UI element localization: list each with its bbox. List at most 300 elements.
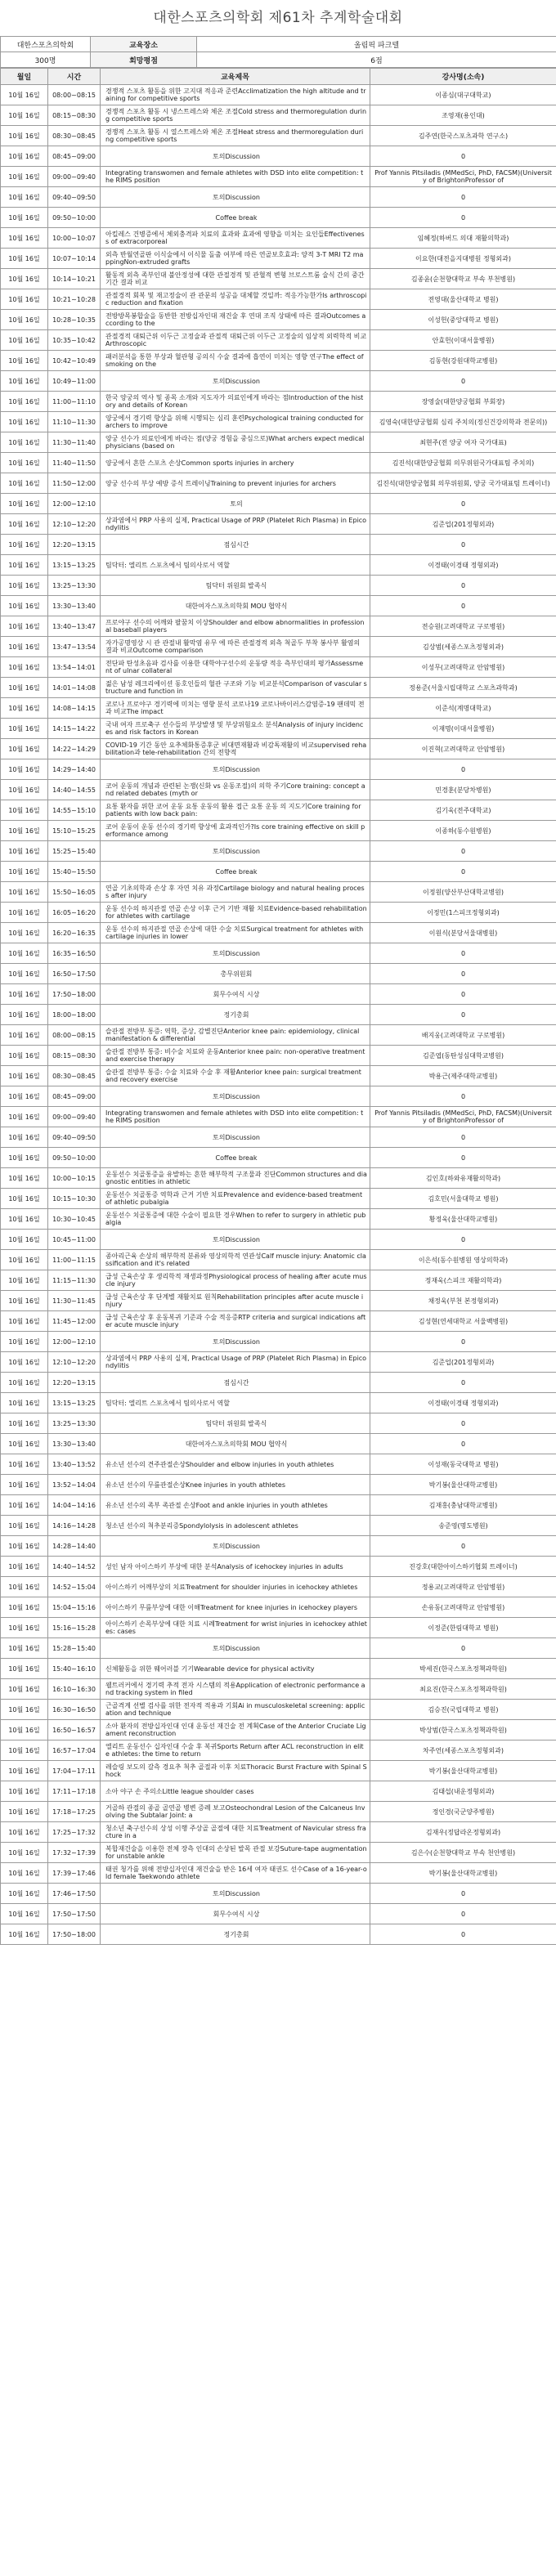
session-date: 10월 16일 [1, 1373, 48, 1393]
session-speaker: 이정원(양산부산대학교병원) [370, 882, 556, 903]
table-row [1, 1577, 556, 1597]
session-speaker: 김진석(대한양궁협회 의무위원국가대표팀 주치의) [370, 453, 556, 473]
session-speaker: 김동현(강원대학교병원) [370, 351, 556, 371]
session-title: 양궁 선수의 부상 예방 증식 트레이닝Training to prevent injuries for archers [101, 473, 370, 494]
session-title: 청소년 선수의 척추분리증Spondylolysis in adolescent athletes [101, 1516, 370, 1536]
session-speaker: 김기욱(전주대학교) [370, 800, 556, 821]
session-title: 운동 선수의 하지관절 연골 손상에 대한 수술 치료Surgical treatment for athletes with cartilage injuries in lower [101, 923, 370, 943]
table-row [1, 1250, 556, 1270]
session-speaker: 0 [370, 1884, 556, 1904]
session-speaker: 장영술(대한양궁협회 부회장) [370, 392, 556, 412]
session-title: Integrating transwomen and female athletes with DSD into elite competition: the RIMS position [101, 1107, 370, 1127]
info-row-capacity [1, 52, 556, 68]
table-row [1, 678, 556, 698]
session-date: 10월 16일 [1, 678, 48, 698]
session-time: 14:29~14:40 [48, 759, 101, 780]
session-time: 15:28~15:40 [48, 1638, 101, 1659]
table-row [1, 576, 556, 596]
session-date: 10월 16일 [1, 964, 48, 984]
table-row [1, 719, 556, 739]
session-title: 활동적 외측 족부인대 불안정성에 대한 관절경적 및 관혈적 변형 브로스트룸 술식 간의 중간 기간 결과 비교 [101, 269, 370, 289]
table-row [1, 1557, 556, 1577]
session-date: 10월 16일 [1, 351, 48, 371]
header-time: 시간 [48, 69, 101, 85]
session-date: 10월 16일 [1, 759, 48, 780]
session-date: 10월 16일 [1, 249, 48, 269]
session-title: 패러분석을 통한 부상과 혈관형 공의식 수술 결과에 흡연이 미치는 영향 연구The effect of smoking on the [101, 351, 370, 371]
session-time: 13:54~14:01 [48, 657, 101, 678]
session-speaker: 김재홍(충남대학교병원) [370, 1495, 556, 1516]
session-title: 태권 청가를 위해 전방십자인대 재건술을 받은 16세 여자 태권도 선수Case of a 16-year-old female Taekwondo athlete [101, 1863, 370, 1884]
table-row [1, 208, 556, 228]
session-title: 토의Discussion [101, 187, 370, 208]
session-title: 슬관절 전방부 통증: 수술 치료와 수술 후 재활Anterior knee pain: surgical treatment and recovery exercise [101, 1066, 370, 1086]
session-title: 요통 환자를 위한 코어 운동 요통 운동의 활용 접근 요통 운동 의 지도기Core training for patients with low back pain: [101, 800, 370, 821]
session-title: 토의Discussion [101, 1536, 370, 1557]
table-row [1, 453, 556, 473]
session-time: 10:00~10:15 [48, 1168, 101, 1189]
session-speaker: 0 [370, 596, 556, 616]
session-date: 10월 16일 [1, 1005, 48, 1025]
session-date: 10월 16일 [1, 1597, 48, 1618]
session-title: 회무수여식 시상 [101, 984, 370, 1005]
session-time: 13:40~13:52 [48, 1454, 101, 1475]
table-row [1, 903, 556, 923]
session-title: 아킬레스 건병증에서 체외충격파 치료의 효과와 효과에 영향을 미치는 요인들Effectiveness of extracorporeal [101, 228, 370, 249]
session-date: 10월 16일 [1, 1393, 48, 1413]
session-speaker: 채정욱(부천 본정형외과) [370, 1291, 556, 1311]
session-speaker: 전승원(고려대학교 구로병원) [370, 616, 556, 637]
table-row [1, 1638, 556, 1659]
session-title: 유소년 선수의 견주관절손상Shoulder and elbow injuries in youth athletes [101, 1454, 370, 1475]
table-row [1, 882, 556, 903]
table-row [1, 228, 556, 249]
table-row [1, 1802, 556, 1822]
table-row [1, 1332, 556, 1352]
session-date: 10월 16일 [1, 698, 48, 719]
session-date: 10월 16일 [1, 1638, 48, 1659]
session-title: 성인 남자 아이스하키 부상에 대한 분석Analysis of icehockey injuries in adults [101, 1557, 370, 1577]
session-title: 종아리근육 손상의 해부학적 분류와 영상의학적 연관성Calf muscle injury: Anatomic classification and it's related [101, 1250, 370, 1270]
session-speaker: 김은수(순천향대학교 부속 천안병원) [370, 1843, 556, 1863]
session-time: 11:30~11:40 [48, 432, 101, 453]
session-date: 10월 16일 [1, 269, 48, 289]
session-time: 11:40~11:50 [48, 453, 101, 473]
session-date: 10월 16일 [1, 1209, 48, 1230]
session-time: 16:50~16:57 [48, 1720, 101, 1740]
table-row [1, 1597, 556, 1618]
session-title: 신체활동을 위한 웨어러블 기기Wearable device for physical activity [101, 1659, 370, 1679]
session-date: 10월 16일 [1, 1618, 48, 1638]
session-title: 점심시간 [101, 535, 370, 555]
table-row [1, 739, 556, 759]
session-date: 10월 16일 [1, 1720, 48, 1740]
table-row [1, 1475, 556, 1495]
session-date: 10월 16일 [1, 780, 48, 800]
table-row [1, 392, 556, 412]
session-time: 15:50~16:05 [48, 882, 101, 903]
session-date: 10월 16일 [1, 1516, 48, 1536]
session-title: COVID-19 기간 동안 요추체화통증후군 비대면재활과 비감독재활의 비교supervised rehabilitation과 tele-rehabilitation 간의 전향적 [101, 739, 370, 759]
session-date: 10월 16일 [1, 1700, 48, 1720]
table-row [1, 432, 556, 453]
session-time: 15:16~15:28 [48, 1618, 101, 1638]
info-table [0, 36, 556, 68]
session-title: 토의Discussion [101, 1230, 370, 1250]
session-speaker: 이은석(동수원병원 영상의학과) [370, 1250, 556, 1270]
session-title: 토의Discussion [101, 1638, 370, 1659]
session-date: 10월 16일 [1, 1475, 48, 1495]
session-date: 10월 16일 [1, 1107, 48, 1127]
table-row [1, 249, 556, 269]
schedule-header-row [1, 69, 556, 85]
session-speaker: 배지웅(고려대학교 구로병원) [370, 1025, 556, 1046]
session-time: 13:25~13:30 [48, 1413, 101, 1434]
session-speaker: 박세진(한국스포츠정책과학원) [370, 1659, 556, 1679]
session-time: 10:07~10:14 [48, 249, 101, 269]
session-title: 관절경적 회복 및 재고정술이 관 관문의 성공을 대체할 것일까: 적응가능한가Is arthroscopic reduction and fixation [101, 289, 370, 310]
session-date: 10월 16일 [1, 862, 48, 882]
session-time: 12:00~12:10 [48, 494, 101, 514]
session-title: 전단파 탄성초음파 검사를 이용한 대학야구선수의 운동량 적응 측부인대의 평가Assessment of ulnar collateral [101, 657, 370, 678]
table-row [1, 1046, 556, 1066]
table-row [1, 1005, 556, 1025]
table-row [1, 1086, 556, 1107]
session-speaker: 이진혁(고려대학교 안암병원) [370, 739, 556, 759]
session-date: 10월 16일 [1, 637, 48, 657]
session-speaker: Prof Yannis Pitsiladis (MMedSci, PhD, FACSM)(University of BrightonProfessor of [370, 167, 556, 187]
session-title: 토의Discussion [101, 1086, 370, 1107]
table-row [1, 1781, 556, 1802]
table-row [1, 126, 556, 146]
session-time: 13:52~14:04 [48, 1475, 101, 1495]
session-time: 13:30~13:40 [48, 1434, 101, 1454]
session-title: 코어 운동의 개념과 관련된 논쟁(신화 vs 운동조절)의 의학 주기Core training: concept and related debates (myth or [101, 780, 370, 800]
table-row [1, 330, 556, 351]
session-title: 토의Discussion [101, 146, 370, 167]
session-title: 관절경적 대퇴근위 이두근 고정술과 관절적 대퇴근위 이두근 고정술의 임상적 외력학적 비교Arthroscopic [101, 330, 370, 351]
session-title: 전방방목봉합술을 동반한 전방십자인대 재건술 후 연대 조직 상태에 따른 결과Outcomes according to the [101, 310, 370, 330]
table-row [1, 964, 556, 984]
session-time: 11:00~11:15 [48, 1250, 101, 1270]
session-title: 대한여자스포츠의학회 MOU 협약식 [101, 596, 370, 616]
session-speaker: 진강호(대한아이스하키협회 트레이너) [370, 1557, 556, 1577]
session-date: 10월 16일 [1, 1659, 48, 1679]
session-time: 17:50~17:50 [48, 1904, 101, 1924]
session-speaker: 최요진(한국스포츠정책과학원) [370, 1679, 556, 1700]
session-time: 08:00~08:15 [48, 85, 101, 105]
session-speaker: 김진석(대한양궁협회 의무위원회, 양궁 국가대표팀 트레이너) [370, 473, 556, 494]
session-date: 10월 16일 [1, 1884, 48, 1904]
session-time: 14:01~14:08 [48, 678, 101, 698]
session-title: 복합재건술을 이용한 전체 장측 인대의 손상된 발목 관절 보강Suture-tape augmentation for unstable ankle [101, 1843, 370, 1863]
session-time: 16:20~16:35 [48, 923, 101, 943]
session-date: 10월 16일 [1, 146, 48, 167]
table-row [1, 1659, 556, 1679]
session-date: 10월 16일 [1, 1066, 48, 1086]
session-title: Integrating transwomen and female athletes with DSD into elite competition: the RIMS position [101, 167, 370, 187]
session-time: 17:46~17:50 [48, 1884, 101, 1904]
session-time: 10:14~10:21 [48, 269, 101, 289]
table-row [1, 1924, 556, 1945]
session-speaker: 이성재(동국대학교 병원) [370, 1454, 556, 1475]
session-title: 점심시간 [101, 1373, 370, 1393]
session-time: 15:04~15:16 [48, 1597, 101, 1618]
session-title: 아이스하키 손목부상에 대한 치료 시례Treatment for wrist injuries in icehockey athletes: cases [101, 1618, 370, 1638]
session-time: 12:00~12:10 [48, 1332, 101, 1352]
session-title: 프로야구 선수의 어깨와 팔꿈치 이상Shoulder and elbow abnormalities in professional baseball players [101, 616, 370, 637]
table-row [1, 1025, 556, 1046]
table-row [1, 105, 556, 126]
session-speaker: 0 [370, 535, 556, 555]
session-date: 10월 16일 [1, 1230, 48, 1250]
session-speaker: 0 [370, 208, 556, 228]
session-date: 10월 16일 [1, 1495, 48, 1516]
session-time: 14:55~15:10 [48, 800, 101, 821]
session-title: 코어 운동이 운동 선수의 경기력 향상에 효과적인가?Is core training effective on skill performance among [101, 821, 370, 841]
session-title: 근골격계 선별 검사를 위한 전자적 적용과 기회Ai in musculoskeletal screening: application and technique [101, 1700, 370, 1720]
session-time: 17:11~17:18 [48, 1781, 101, 1802]
session-time: 14:40~14:55 [48, 780, 101, 800]
session-date: 10월 16일 [1, 1127, 48, 1148]
table-row [1, 1107, 556, 1127]
session-time: 17:32~17:39 [48, 1843, 101, 1863]
session-time: 11:30~11:45 [48, 1291, 101, 1311]
session-time: 08:30~08:45 [48, 126, 101, 146]
info-row-host [1, 37, 556, 52]
session-date: 10월 16일 [1, 1148, 48, 1168]
session-speaker: 김준업(201정형외과) [370, 1352, 556, 1373]
session-date: 10월 16일 [1, 1250, 48, 1270]
session-speaker: 0 [370, 1148, 556, 1168]
session-date: 10월 16일 [1, 85, 48, 105]
session-speaker: 김태섭(내운정형외과) [370, 1781, 556, 1802]
session-title: 코로나 프로야구 경기력에 미치는 영향 분석 코로나19 코로나바이러스감염증-19 팬데믹 전과 비교The impact [101, 698, 370, 719]
session-speaker: 0 [370, 1332, 556, 1352]
session-title: 정기총회 [101, 1005, 370, 1025]
session-speaker: 0 [370, 371, 556, 392]
session-date: 10월 16일 [1, 1332, 48, 1352]
table-row [1, 1291, 556, 1311]
session-time: 09:00~09:40 [48, 1107, 101, 1127]
session-title: 토의Discussion [101, 943, 370, 964]
session-speaker: 민경훈(분당차병원) [370, 780, 556, 800]
session-speaker: 이경태(이경태 정형외과) [370, 1393, 556, 1413]
table-row [1, 167, 556, 187]
session-title: 양궁 선수가 의료인에게 바라는 점(양궁 경험을 중심으로)What archers expect medical physicians (based on [101, 432, 370, 453]
session-time: 16:10~16:30 [48, 1679, 101, 1700]
session-title: 운동선수 치골통증 역학과 근거 기반 치료Prevalence and evidence-based treatment of athletic pubalgia [101, 1189, 370, 1209]
session-date: 10월 16일 [1, 1679, 48, 1700]
table-row [1, 1454, 556, 1475]
session-speaker: 0 [370, 187, 556, 208]
session-speaker: 김주연(한국스포츠과학 연구소) [370, 126, 556, 146]
session-speaker: 김종윤(순천향대학교 부속 부천병원) [370, 269, 556, 289]
session-speaker: 0 [370, 576, 556, 596]
table-row [1, 1761, 556, 1781]
session-date: 10월 16일 [1, 984, 48, 1005]
session-speaker: 이재명(이대서울병원) [370, 719, 556, 739]
table-row [1, 841, 556, 862]
session-title: 토의Discussion [101, 759, 370, 780]
session-speaker: 이경태(이경태 정형외과) [370, 555, 556, 576]
session-time: 10:15~10:30 [48, 1189, 101, 1209]
session-title: 아이스하키 어깨부상의 치료Treatment for shoulder injuries in icehockey athletes [101, 1577, 370, 1597]
session-title: Coffee break [101, 1148, 370, 1168]
table-row [1, 371, 556, 392]
session-time: 15:40~16:10 [48, 1659, 101, 1679]
table-row [1, 1618, 556, 1638]
session-speaker: 정용준(서울시립대학교 스포츠과학과) [370, 678, 556, 698]
session-time: 16:30~16:50 [48, 1700, 101, 1720]
session-title: 엘리트 운동선수 십자인대 수술 후 복귀Sports Return after ACL reconstruction in elite athletes: the time to return [101, 1740, 370, 1761]
session-speaker: 0 [370, 1924, 556, 1945]
session-date: 10월 16일 [1, 800, 48, 821]
session-date: 10월 16일 [1, 923, 48, 943]
session-date: 10월 16일 [1, 1781, 48, 1802]
session-title: 경쟁적 스포츠 활동 시 열스트레스와 체온 조절Heat stress and thermoregulation during competitive sports [101, 126, 370, 146]
session-title: 경쟁적 스포츠 활동 시 냉스트레스와 체온 조절Cold stress and thermoregulation during competitive sports [101, 105, 370, 126]
session-title: 토의Discussion [101, 1884, 370, 1904]
session-speaker: 김호민(서울대학교 병원) [370, 1189, 556, 1209]
session-speaker: 0 [370, 964, 556, 984]
session-time: 08:30~08:45 [48, 1066, 101, 1086]
table-row [1, 1884, 556, 1904]
table-row [1, 269, 556, 289]
session-title: Coffee break [101, 862, 370, 882]
session-speaker: 이성헌(중앙대학교 병원) [370, 310, 556, 330]
session-date: 10월 16일 [1, 1025, 48, 1046]
session-speaker: 이종하(동수원병원) [370, 821, 556, 841]
table-row [1, 473, 556, 494]
session-date: 10월 16일 [1, 187, 48, 208]
table-row [1, 310, 556, 330]
session-speaker: 박기봉(울산대학교병원) [370, 1761, 556, 1781]
session-date: 10월 16일 [1, 555, 48, 576]
session-title: 자가공명영상 시 관 관절내 활막염 유무 에 따른 관절경적 외측 척골두 부착 봉사부 활염의 결과 비교Outcome comparison [101, 637, 370, 657]
session-speaker: 0 [370, 759, 556, 780]
session-date: 10월 16일 [1, 1046, 48, 1066]
session-date: 10월 16일 [1, 167, 48, 187]
session-speaker: 손유동(고려대학교 안암병원) [370, 1597, 556, 1618]
session-speaker: 0 [370, 841, 556, 862]
session-time: 14:52~15:04 [48, 1577, 101, 1597]
session-speaker: 김인호(하와유재활의학과) [370, 1168, 556, 1189]
header-title: 교육제목 [101, 69, 370, 85]
session-time: 14:28~14:40 [48, 1536, 101, 1557]
session-date: 10월 16일 [1, 1454, 48, 1475]
session-speaker: 김승진(국립대학교 병원) [370, 1700, 556, 1720]
session-time: 14:40~14:52 [48, 1557, 101, 1577]
session-speaker: 0 [370, 1413, 556, 1434]
table-row [1, 1720, 556, 1740]
session-time: 12:20~13:15 [48, 1373, 101, 1393]
table-row [1, 943, 556, 964]
session-time: 16:50~17:50 [48, 964, 101, 984]
session-speaker: 정용교(고려대학교 안암병원) [370, 1577, 556, 1597]
table-row [1, 1413, 556, 1434]
host-name: 대한스포츠의학회 [1, 37, 91, 52]
session-speaker: 박용근(제주대학교병원) [370, 1066, 556, 1086]
session-date: 10월 16일 [1, 392, 48, 412]
session-date: 10월 16일 [1, 821, 48, 841]
session-time: 14:22~14:29 [48, 739, 101, 759]
session-time: 10:28~10:35 [48, 310, 101, 330]
session-time: 11:15~11:30 [48, 1270, 101, 1291]
session-date: 10월 16일 [1, 616, 48, 637]
table-row [1, 1189, 556, 1209]
session-speaker: 박상범(한국스포츠정책과학원) [370, 1720, 556, 1740]
table-row [1, 616, 556, 637]
session-speaker: 0 [370, 1230, 556, 1250]
table-row [1, 535, 556, 555]
session-date: 10월 16일 [1, 1352, 48, 1373]
session-time: 11:00~11:10 [48, 392, 101, 412]
session-time: 14:16~14:28 [48, 1516, 101, 1536]
schedule-table [0, 68, 556, 1945]
session-date: 10월 16일 [1, 903, 48, 923]
session-title: 젊은 남성 레크리에이션 동호인들의 혈관 구조와 기능 비교분석Comparison of vascular structure and function in [101, 678, 370, 698]
session-date: 10월 16일 [1, 943, 48, 964]
session-date: 10월 16일 [1, 1577, 48, 1597]
table-row [1, 1495, 556, 1516]
table-row [1, 187, 556, 208]
session-speaker: 이성무(고려대학교 안암병원) [370, 657, 556, 678]
table-row [1, 1863, 556, 1884]
table-row [1, 1168, 556, 1189]
session-time: 08:00~08:15 [48, 1025, 101, 1046]
session-speaker: 0 [370, 1434, 556, 1454]
session-title: 상과염에서 PRP 사용의 실제, Practical Usage of PRP (Platelet Rich Plasma) in Epicondylitis [101, 1352, 370, 1373]
session-time: 08:15~08:30 [48, 105, 101, 126]
session-title: 회무수여식 시상 [101, 1904, 370, 1924]
session-date: 10월 16일 [1, 719, 48, 739]
session-time: 10:30~10:45 [48, 1209, 101, 1230]
session-time: 14:15~14:22 [48, 719, 101, 739]
table-row [1, 412, 556, 432]
session-speaker: 임혜정(하버드 의대 재활의학과) [370, 228, 556, 249]
table-row [1, 1352, 556, 1373]
table-row [1, 514, 556, 535]
session-title: 양궁에서 경기력 향상을 위해 시행되는 심리 훈련Psychological training conducted for archers to improve [101, 412, 370, 432]
table-row [1, 1700, 556, 1720]
table-row [1, 1434, 556, 1454]
table-row [1, 1740, 556, 1761]
session-date: 10월 16일 [1, 126, 48, 146]
session-time: 08:15~08:30 [48, 1046, 101, 1066]
session-time: 15:10~15:25 [48, 821, 101, 841]
session-title: 토의Discussion [101, 1332, 370, 1352]
session-time: 10:49~11:00 [48, 371, 101, 392]
session-title: 청소년 축구선수의 상성 이행 주상골 골절에 대한 치료Treatment of Navicular stress fracture in a [101, 1822, 370, 1843]
capacity-value: 300명 [1, 52, 91, 68]
session-speaker: 박기봉(울산대학교병원) [370, 1863, 556, 1884]
session-date: 10월 16일 [1, 657, 48, 678]
session-date: 10월 16일 [1, 1802, 48, 1822]
session-time: 17:04~17:11 [48, 1761, 101, 1781]
session-date: 10월 16일 [1, 1924, 48, 1945]
session-date: 10월 16일 [1, 330, 48, 351]
session-date: 10월 16일 [1, 473, 48, 494]
session-title: 웰트러커에서 경기력 추적 전자 시스템의 적용Application of electronic performance and tracking system in filed [101, 1679, 370, 1700]
session-date: 10월 16일 [1, 1904, 48, 1924]
session-title: 아이스하키 무릎부상에 대한 이해Treatment for knee injuries in icehockey players [101, 1597, 370, 1618]
table-row [1, 1822, 556, 1843]
session-date: 10월 16일 [1, 432, 48, 453]
session-time: 09:40~09:50 [48, 187, 101, 208]
session-time: 15:40~15:50 [48, 862, 101, 882]
table-row [1, 1270, 556, 1291]
